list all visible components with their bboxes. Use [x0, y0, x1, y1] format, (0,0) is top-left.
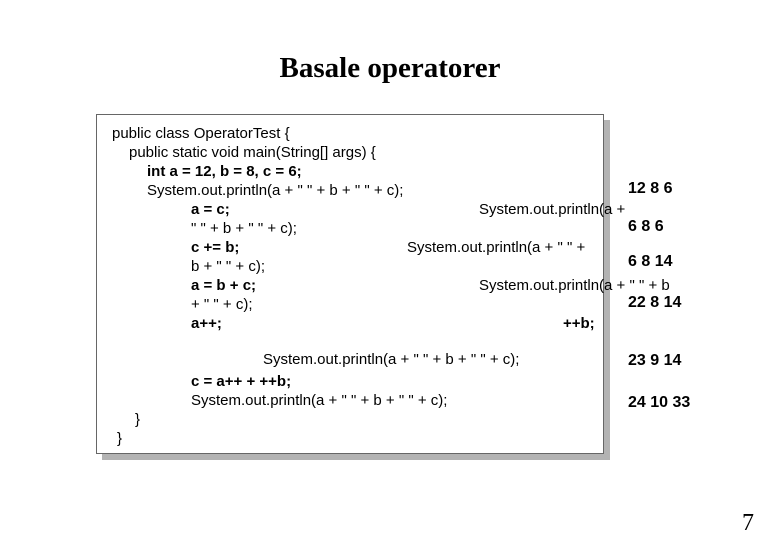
output-line: 6 8 14 [628, 253, 673, 270]
output-line: 23 9 14 [628, 352, 682, 369]
code-line: a++; [191, 315, 222, 332]
code-line: c = a++ + ++b; [191, 373, 292, 390]
output-line: 24 10 33 [628, 394, 691, 411]
code-line: } [135, 411, 141, 428]
code-line: b + " " + c); [191, 258, 266, 275]
code-line: c += b; [191, 239, 240, 256]
output-line: 12 8 6 [628, 180, 673, 197]
code-line: System.out.println(a + " " + b + " " + c); [147, 182, 404, 199]
code-line: System.out.println(a + [479, 201, 626, 218]
code-line: System.out.println(a + " " + b + " " + c); [263, 351, 520, 368]
slide-title: Basale operatorer [279, 52, 501, 84]
code-line: } [117, 430, 123, 447]
code-line: a = c; [191, 201, 230, 218]
code-line: int a = 12, b = 8, c = 6; [147, 163, 302, 180]
code-line: " " + b + " " + c); [191, 220, 297, 237]
page-number: 7 [742, 510, 754, 536]
code-line: System.out.println(a + " " + [407, 239, 586, 256]
code-line: + " " + c); [191, 296, 253, 313]
code-line: System.out.println(a + " " + b + " " + c); [191, 392, 448, 409]
code-line: public static void main(String[] args) { [129, 144, 376, 161]
code-line: a = b + c; [191, 277, 257, 294]
output-line: 6 8 6 [628, 218, 664, 235]
code-line: ++b; [563, 315, 595, 332]
output-line: 22 8 14 [628, 294, 682, 311]
code-line: public class OperatorTest { [112, 125, 290, 142]
code-line: System.out.println(a + " " + b [479, 277, 670, 294]
